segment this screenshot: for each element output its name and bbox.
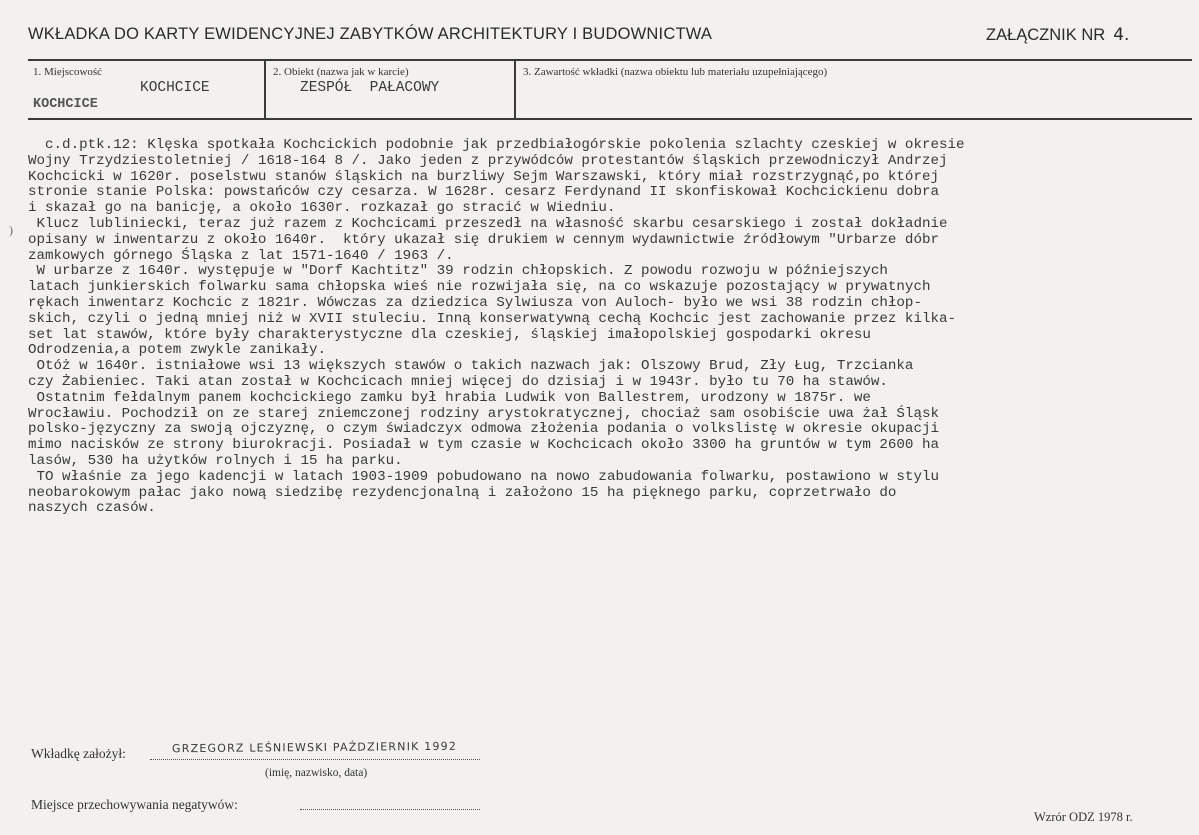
body-line: Kochcicki w 1620r. poselstwu stanów śląskich na burzliwy Sejm Warszawski, który miał rozstrzygnąć,po której (28, 168, 939, 185)
locality-value: KOCHCICE (140, 80, 210, 96)
body-line: i skazał go na banicję, a około 1630r. rozkazał go stracić w Wiedniu. (28, 200, 616, 217)
margin-mark: ) (9, 223, 13, 237)
body-line: stronie stanie Polska: powstańców czy cesarza. W 1628r. cesarz Ferdynand II skonfiskował Kochcickienu dobra (28, 184, 939, 201)
body-line: czy Żabieniec. Taki atan został w Kochcicach mniej więcej do dzisiaj i w 1943r. było tu 70 ha stawów. (28, 373, 888, 390)
author-label: Wkładkę założył: (31, 746, 126, 761)
body-line: c.d.ptk.12: Klęska spotkała Kochcickich podobnie jak przedbiałogórskie pokolenia szlachty czeskiej w okresie (28, 137, 965, 153)
body-line: mimo nacisków ze strony biurokracji. Posiadał w tym czasie w Kochcicach około 3300 ha gruntów w tym 2600 ha (28, 437, 939, 454)
body-line: Odrodzenia,a potem zwykle zanikały. (28, 342, 326, 359)
negatives-label: Miejsce przechowywania negatywów: (31, 797, 238, 812)
author-handwritten-entry: GRZEGORZ LEŚNIEWSKI PAŹDZIERNIK 1992 (171, 739, 458, 756)
body-line: neobarokowym pałac jako nową siedzibę rezydencjonalną i założono 15 ha pięknego parku, coprzetrwało do (28, 484, 897, 501)
body-line: skich, czyli o jedną mniej niż w XVII stuleciu. Inną konserwatywną cechą Kochcic jest zachowanie przez kilka- (28, 310, 957, 327)
author-dotted-line (150, 759, 480, 760)
author-hint: (imię, nazwisko, data) (265, 767, 368, 779)
body-line: polsko-języczny za swoją ojczyznę, o czym świadczyx odmowa złożenia podania o volkslistę w okresie okupacji (28, 421, 939, 438)
annex-number: 4. (1113, 25, 1130, 45)
body-line: opisany w inwentarzu z około 1640r. który ukazał się drukiem w cennym wydawnictwie źródłowym "Urbarze dóbr (28, 231, 939, 248)
body-line: TO właśnie za jego kadencji w latach 1903-1909 pobudowano na nowo zabudowania folwarku, postawiono w stylu (28, 468, 939, 485)
locality-label: 1. Miejscowość (33, 66, 103, 78)
object-value: ZESPÓŁ PAŁACOWY (300, 80, 440, 96)
body-line: Wrocławiu. Pochodził on ze starej zniemczonej rodziny arystokratycznej, chociaż sam osobiście uwa żał Śląsk (28, 405, 939, 422)
body-line: lasów, 530 ha użytków rolnych i 15 ha parku. (28, 452, 403, 469)
body-line: Ostatnim fełdalnym panem kochcickiego zamku był hrabia Ludwik von Ballestrem, urodzony w 1875r. we (28, 389, 871, 406)
negatives-dotted-line (300, 809, 480, 810)
body-line: Otóż w 1640r. istniałowe wsi 13 większych stawów o takich nazwach jak: Olszowy Brud, Zły Ług, Trzcianka (28, 358, 914, 375)
body-line: naszych czasów. (28, 500, 156, 517)
header-top-rule (28, 59, 1192, 61)
body-line: Klucz lubliniecki, teraz już razem z Kochcicami przeszedł na własność skarbu cesarskiego i został dokładnie (28, 215, 948, 232)
annex-label (986, 25, 1129, 45)
typed-body (28, 138, 1188, 517)
body-line: set lat stawów, które były charakterystyczne dla czeskiej, śląskiej imałopolskiej gospodarki okresu (28, 326, 871, 343)
field-divider-2 (514, 59, 516, 119)
annex-label-text: ZAŁĄCZNIK NR (986, 26, 1106, 44)
object-label: 2. Obiekt (nazwa jak w karcie) (273, 66, 409, 78)
header-bottom-rule (28, 118, 1192, 120)
form-model: Wzrór ODZ 1978 r. (1034, 810, 1133, 824)
body-line: W urbarze z 1640r. występuje w "Dorf Kachtitz" 39 rodzin chłopskich. Z powodu rozwoju w późniejszych (28, 263, 888, 280)
body-line: Wojny Trzydziestoletniej / 1618-164 8 /. Jako jeden z przywódców protestantów śląskich przewodniczył Andrzej (28, 152, 948, 169)
field-divider-1 (264, 59, 266, 119)
body-line: rękach inwentarz Kochcic z 1821r. Wówczas za dziedzica Sylwiusza von Auloch- było we wsi 38 rodzin chłop- (28, 294, 922, 311)
form-title: WKŁADKA DO KARTY EWIDENCYJNEJ ZABYTKÓW ARCHITEKTURY I BUDOWNICTWA (28, 25, 713, 43)
body-line: latach junkierskich folwarku sama chłopska wieś nie rozwijała się, na co wskazuje pozostający w prywatnych (28, 279, 931, 296)
locality-overstrike: KOCHCICE (33, 97, 98, 112)
content-label: 3. Zawartość wkładki (nazwa obiektu lub materiału uzupełniającego) (523, 66, 828, 78)
body-line: zamkowych górnego Śląska z lat 1571-1640 / 1963 /. (28, 247, 454, 264)
